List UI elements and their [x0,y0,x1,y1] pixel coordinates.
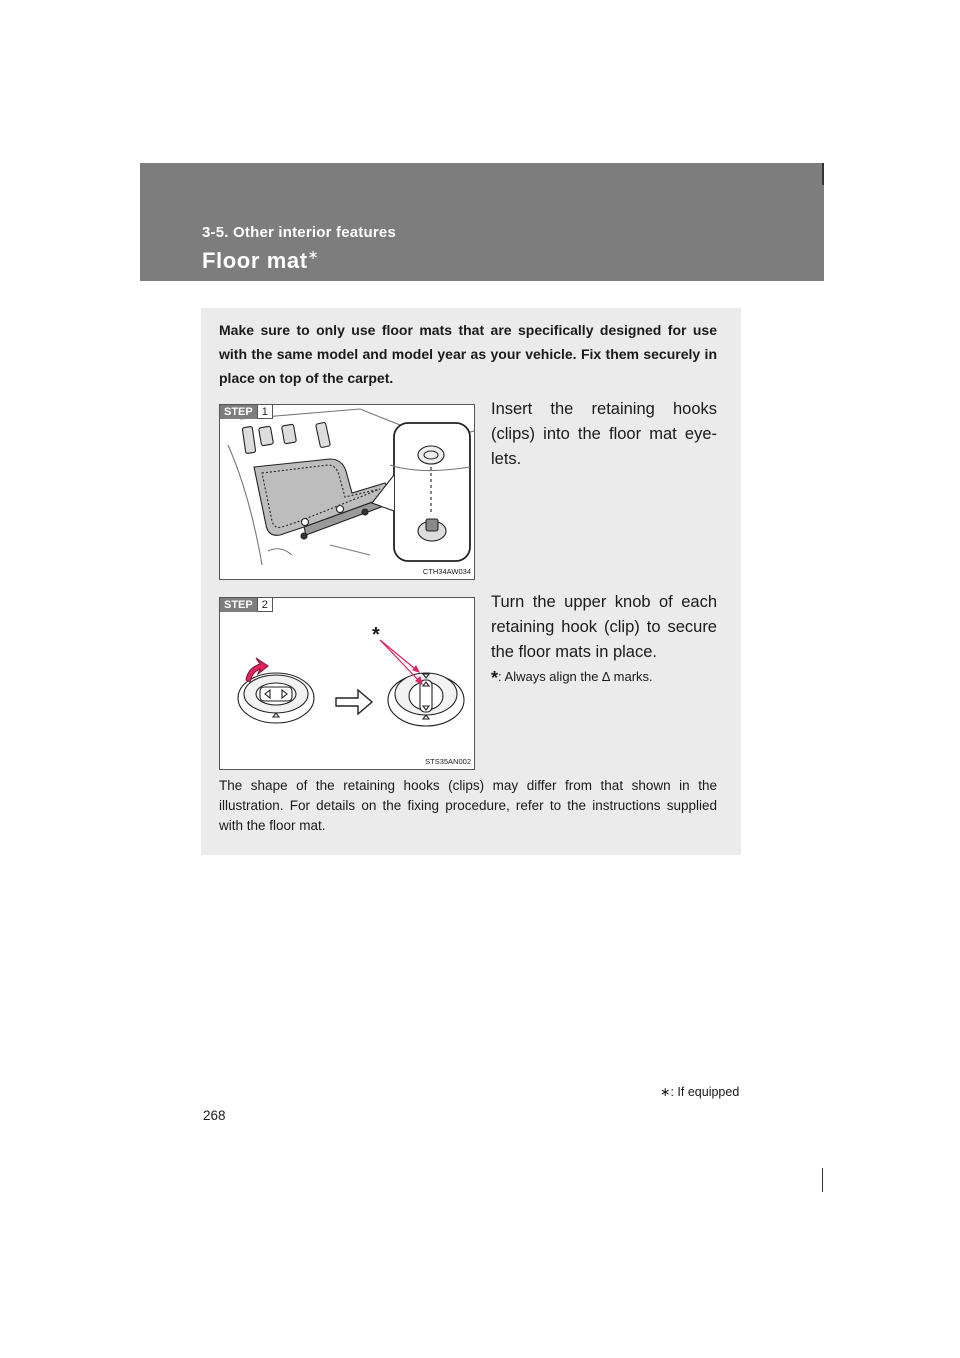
step1-badge [220,405,273,419]
title-marker: ∗ [307,247,320,262]
figure-code: STS35AN002 [425,757,471,766]
knob-turning-drawing [220,598,474,769]
floor-mat-drawing [220,405,474,579]
figure-code: CTH34AW034 [422,567,471,576]
step-badge-word: STEP [220,598,257,612]
note-asterisk: * [491,668,499,688]
step2-instruction: Turn the upper knob of each retaining hook (clip) to secure the floor mats in place. [491,593,717,661]
crop-mark [822,163,824,185]
page-title-text: Floor mat [202,248,308,273]
alignment-note [491,668,721,689]
step-badge-number: 2 [257,598,273,612]
asterisk-marker: * [372,624,380,646]
step1-illustration [219,404,475,580]
step-badge-number: 1 [257,405,273,419]
page-number: 268 [203,1108,226,1123]
if-equipped-footnote: ∗: If equipped [660,1085,740,1099]
content-panel [201,308,741,855]
crop-mark [822,1168,823,1192]
note-text: : Always align the ∆ marks. [498,669,653,684]
step2-illustration [219,597,475,770]
page-title [202,247,319,274]
step1-instruction: Insert the retaining hooks (clips) into the floor mat eye-lets. [491,400,717,468]
step2-badge [220,598,273,612]
step-badge-word: STEP [220,405,257,419]
shape-disclaimer: The shape of the retaining hooks (clips) may differ from that shown in the illustration. For details on the fixing procedure, refer to the instructions supplied with the floor mat. [219,778,717,833]
intro-warning: Make sure to only use floor mats that are specifically designed for use with the same model and model year as your vehicle. Fix them securely in place on top of the carpet. [219,322,717,386]
section-label: 3-5. Other interior features [202,224,396,241]
